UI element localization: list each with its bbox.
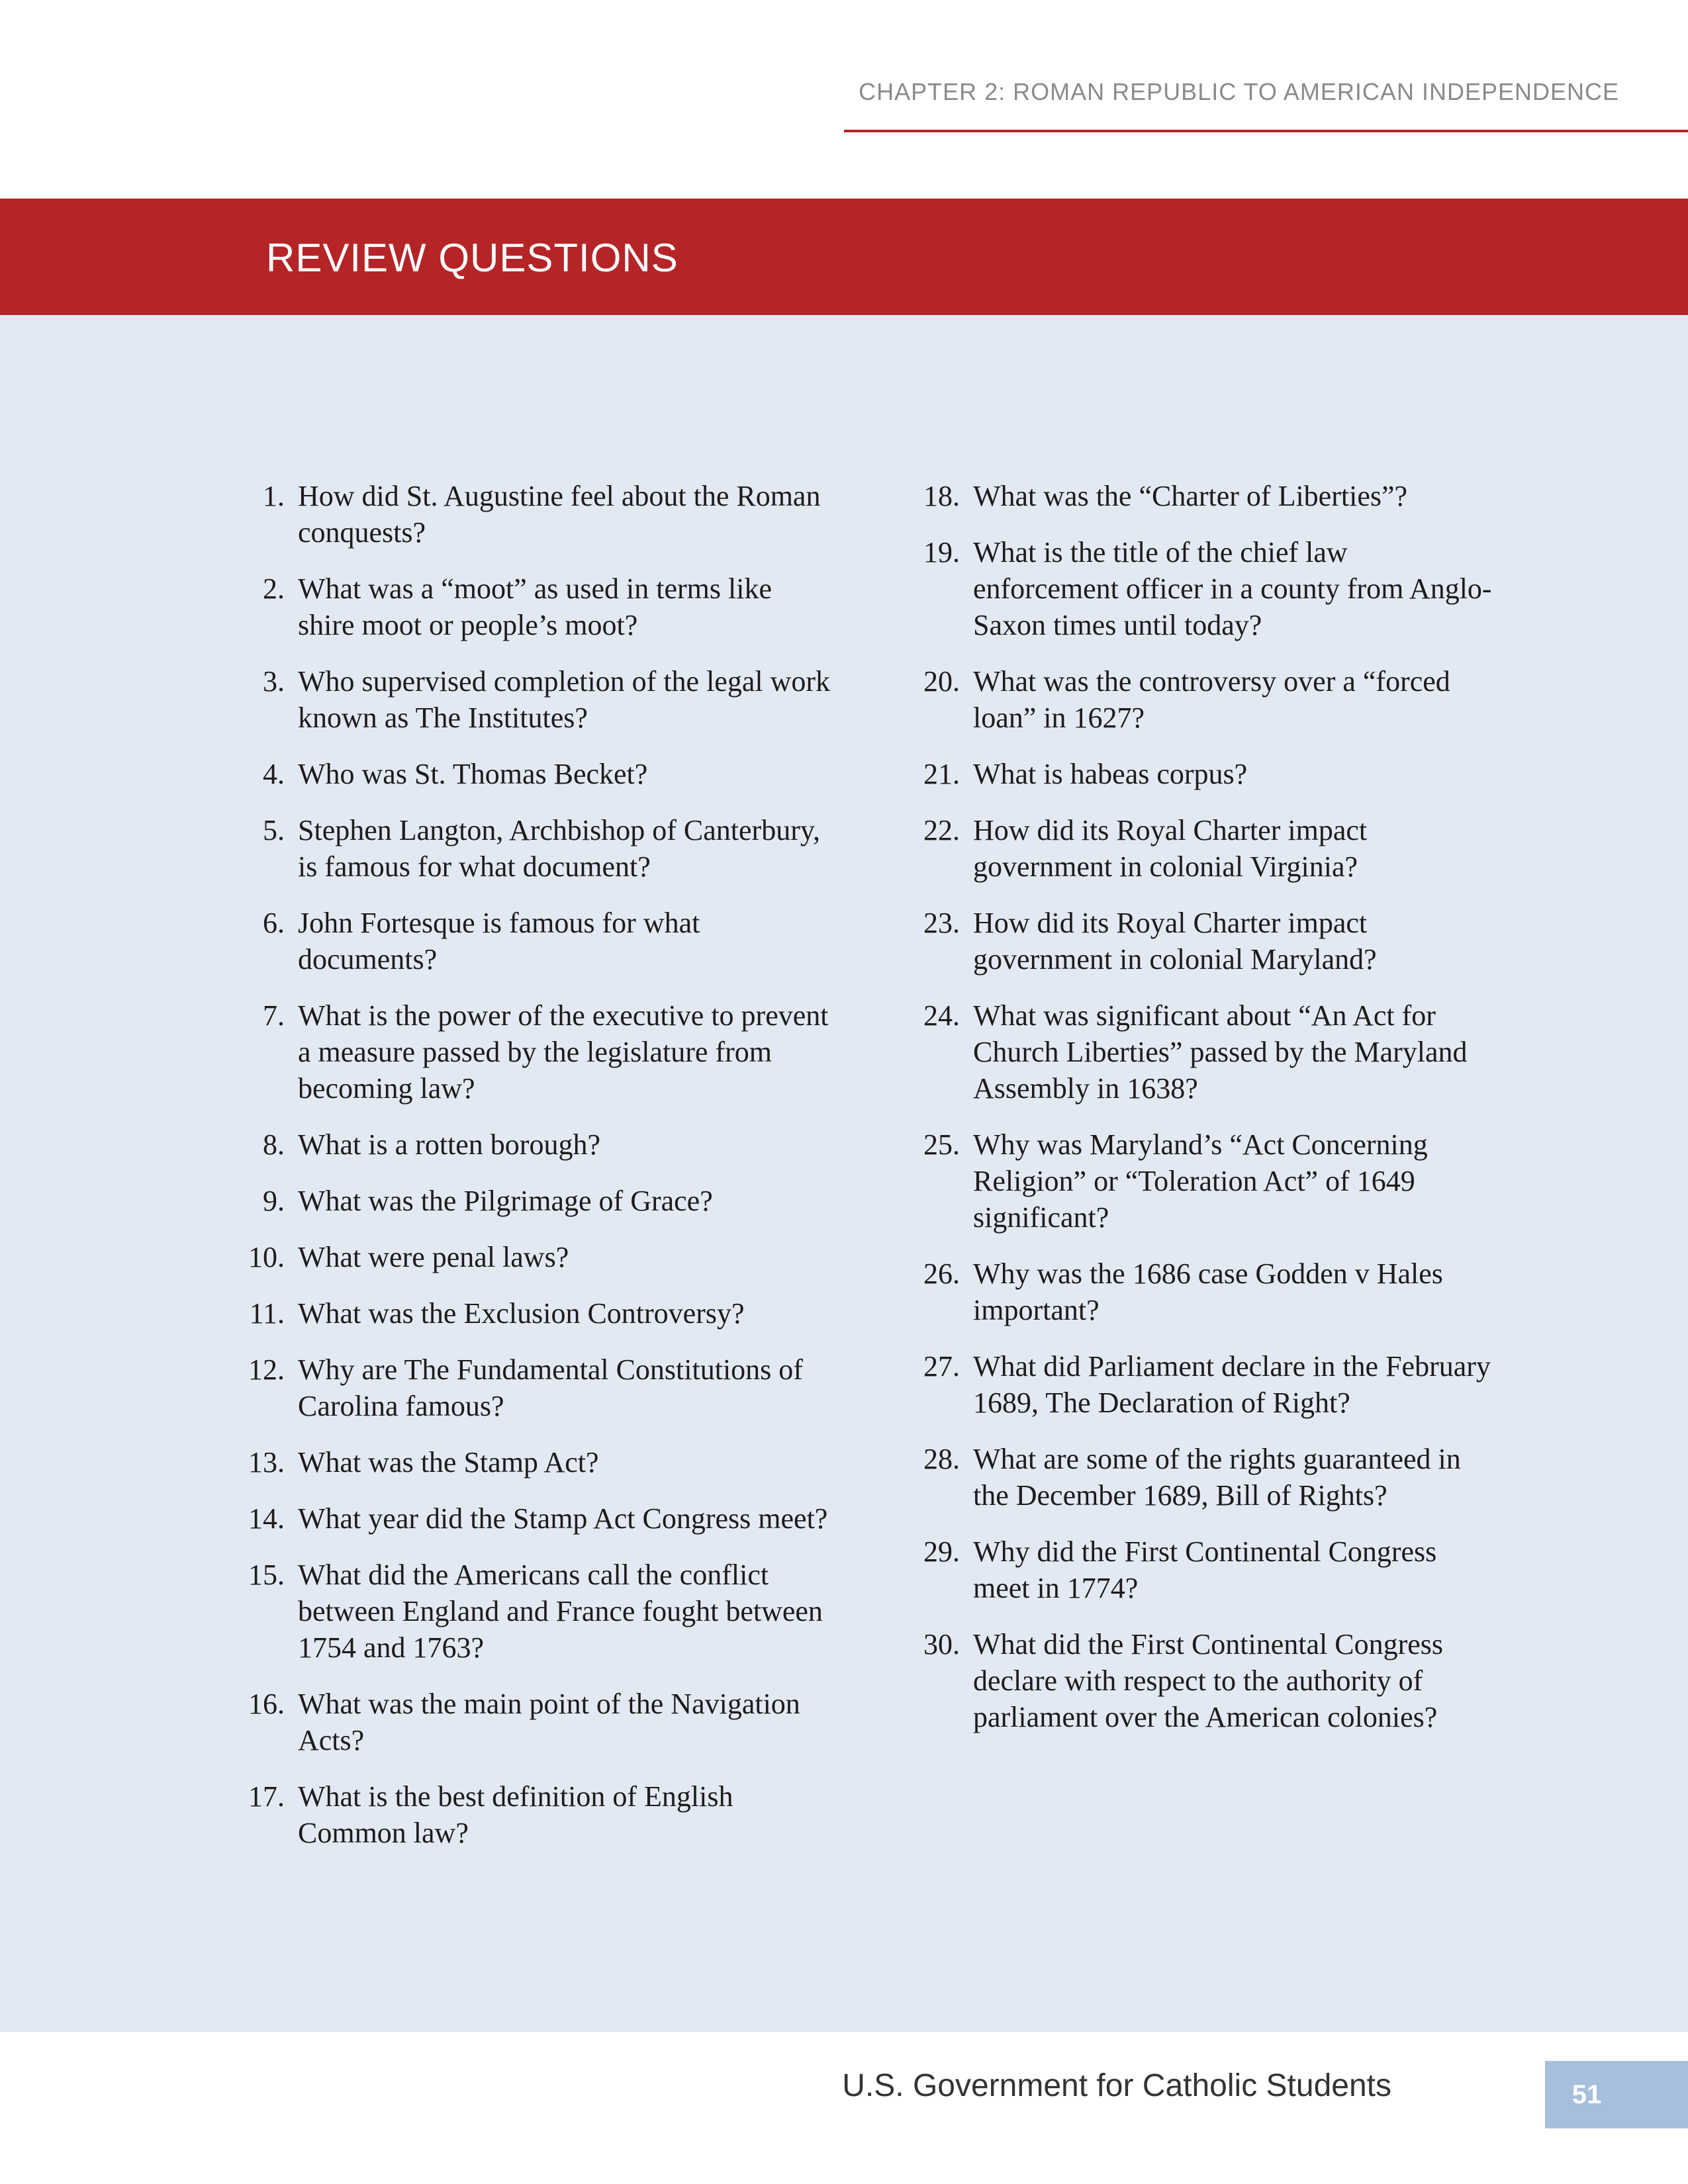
question-text: John Fortesque is famous for what documents?	[298, 907, 700, 976]
question-number: 17.	[248, 1780, 285, 1813]
question-text: What is the power of the executive to prevent a measure passed by the legislature from becoming law?	[298, 999, 829, 1105]
question-item	[238, 1500, 834, 1537]
question-text: Stephen Langton, Archbishop of Canterbury, is famous for what document?	[298, 814, 820, 883]
question-number: 11.	[249, 1297, 285, 1330]
question-item	[914, 478, 1496, 514]
question-text: What was the “Charter of Liberties”?	[973, 480, 1408, 512]
question-text: How did its Royal Charter impact government in colonial Virginia?	[973, 814, 1368, 883]
question-text: What is habeas corpus?	[973, 758, 1248, 790]
question-item	[914, 534, 1496, 643]
question-text: What did the First Continental Congress declare with respect to the authority of parliament over the American colonies?	[973, 1628, 1444, 1733]
question-number: 16.	[248, 1688, 285, 1720]
question-number: 18.	[923, 480, 960, 512]
question-item	[238, 1295, 834, 1332]
question-number: 7.	[263, 999, 285, 1032]
question-number: 22.	[923, 814, 960, 846]
question-item	[914, 1126, 1496, 1236]
question-text: What were penal laws?	[298, 1241, 569, 1273]
question-item	[238, 812, 834, 885]
question-text: What was the Pilgrimage of Grace?	[298, 1185, 713, 1217]
question-number: 2.	[263, 572, 285, 605]
question-number: 6.	[263, 907, 285, 939]
question-text: How did its Royal Charter impact government in colonial Maryland?	[973, 907, 1377, 976]
question-number: 26.	[923, 1257, 960, 1290]
question-number: 25.	[923, 1128, 960, 1161]
question-number: 5.	[263, 814, 285, 846]
question-item	[914, 1441, 1496, 1514]
header-rule	[844, 130, 1688, 132]
question-text: How did St. Augustine feel about the Roman conquests?	[298, 480, 821, 549]
question-text: What year did the Stamp Act Congress meet?	[298, 1502, 828, 1535]
question-number: 3.	[263, 665, 285, 698]
question-text: What was significant about “An Act for Church Liberties” passed by the Maryland Assembly in 1638?	[973, 999, 1468, 1105]
question-text: What are some of the rights guaranteed in the December 1689, Bill of Rights?	[973, 1443, 1461, 1512]
question-number: 4.	[263, 758, 285, 790]
question-text: What was the controversy over a “forced loan” in 1627?	[973, 665, 1450, 734]
question-number: 29.	[923, 1535, 960, 1568]
question-text: What was the Exclusion Controversy?	[298, 1297, 745, 1330]
question-item	[238, 1686, 834, 1758]
question-text: Why was Maryland’s “Act Concerning Religion” or “Toleration Act” of 1649 significant?	[973, 1128, 1428, 1234]
question-item	[238, 1778, 834, 1851]
question-number: 1.	[263, 480, 285, 512]
section-banner	[0, 199, 1688, 315]
question-item	[238, 663, 834, 736]
question-item	[914, 812, 1496, 885]
question-number: 24.	[923, 999, 960, 1032]
question-item	[238, 1557, 834, 1666]
question-item	[914, 1255, 1496, 1328]
question-item	[238, 1351, 834, 1424]
question-item	[914, 1626, 1496, 1735]
question-number: 14.	[248, 1502, 285, 1535]
question-item	[238, 1183, 834, 1219]
question-item	[914, 1348, 1496, 1421]
question-text: What is a rotten borough?	[298, 1128, 600, 1161]
question-number: 13.	[248, 1446, 285, 1479]
question-item	[914, 1533, 1496, 1606]
question-number: 30.	[923, 1628, 960, 1661]
question-item	[914, 997, 1496, 1107]
question-item	[238, 1126, 834, 1163]
question-number: 28.	[923, 1443, 960, 1475]
question-number: 10.	[248, 1241, 285, 1273]
question-item	[238, 1444, 834, 1480]
question-number: 15.	[248, 1559, 285, 1591]
book-title: U.S. Government for Catholic Students	[842, 2068, 1391, 2103]
question-text: What was the Stamp Act?	[298, 1446, 599, 1479]
section-title: REVIEW QUESTIONS	[266, 236, 679, 280]
question-text: What was a “moot” as used in terms like shire moot or people’s moot?	[298, 572, 773, 641]
question-number: 8.	[263, 1128, 285, 1161]
question-text: What did the Americans call the conflict between England and France fought between 1754 and 1763?	[298, 1559, 823, 1664]
question-text: Why are The Fundamental Constitutions of Carolina famous?	[298, 1353, 803, 1422]
question-number: 20.	[923, 665, 960, 698]
questions-column-left	[238, 478, 834, 1871]
questions-panel	[0, 315, 1688, 2032]
question-text: What was the main point of the Navigation Acts?	[298, 1688, 800, 1756]
question-number: 9.	[263, 1185, 285, 1217]
question-text: Why was the 1686 case Godden v Hales important?	[973, 1257, 1443, 1326]
chapter-running-head: CHAPTER 2: ROMAN REPUBLIC TO AMERICAN INDEPENDENCE	[859, 78, 1619, 105]
question-number: 21.	[923, 758, 960, 790]
question-text: What is the best definition of English Common law?	[298, 1780, 733, 1849]
question-number: 19.	[923, 536, 960, 569]
question-text: Why did the First Continental Congress meet in 1774?	[973, 1535, 1437, 1604]
question-text: Who was St. Thomas Becket?	[298, 758, 648, 790]
page-number: 51	[1545, 2061, 1688, 2128]
question-item	[238, 478, 834, 551]
questions-column-right	[914, 478, 1496, 1755]
question-text: Who supervised completion of the legal work known as The Institutes?	[298, 665, 831, 734]
question-item	[238, 570, 834, 643]
question-number: 27.	[923, 1350, 960, 1383]
question-number: 23.	[923, 907, 960, 939]
question-number: 12.	[248, 1353, 285, 1386]
question-item	[914, 756, 1496, 792]
question-text: What is the title of the chief law enforcement officer in a county from Anglo-Saxon times until today?	[973, 536, 1492, 641]
question-item	[238, 1239, 834, 1275]
question-item	[238, 905, 834, 978]
question-item	[914, 663, 1496, 736]
question-item	[238, 997, 834, 1107]
question-item	[238, 756, 834, 792]
question-text: What did Parliament declare in the February 1689, The Declaration of Right?	[973, 1350, 1491, 1419]
question-item	[914, 905, 1496, 978]
